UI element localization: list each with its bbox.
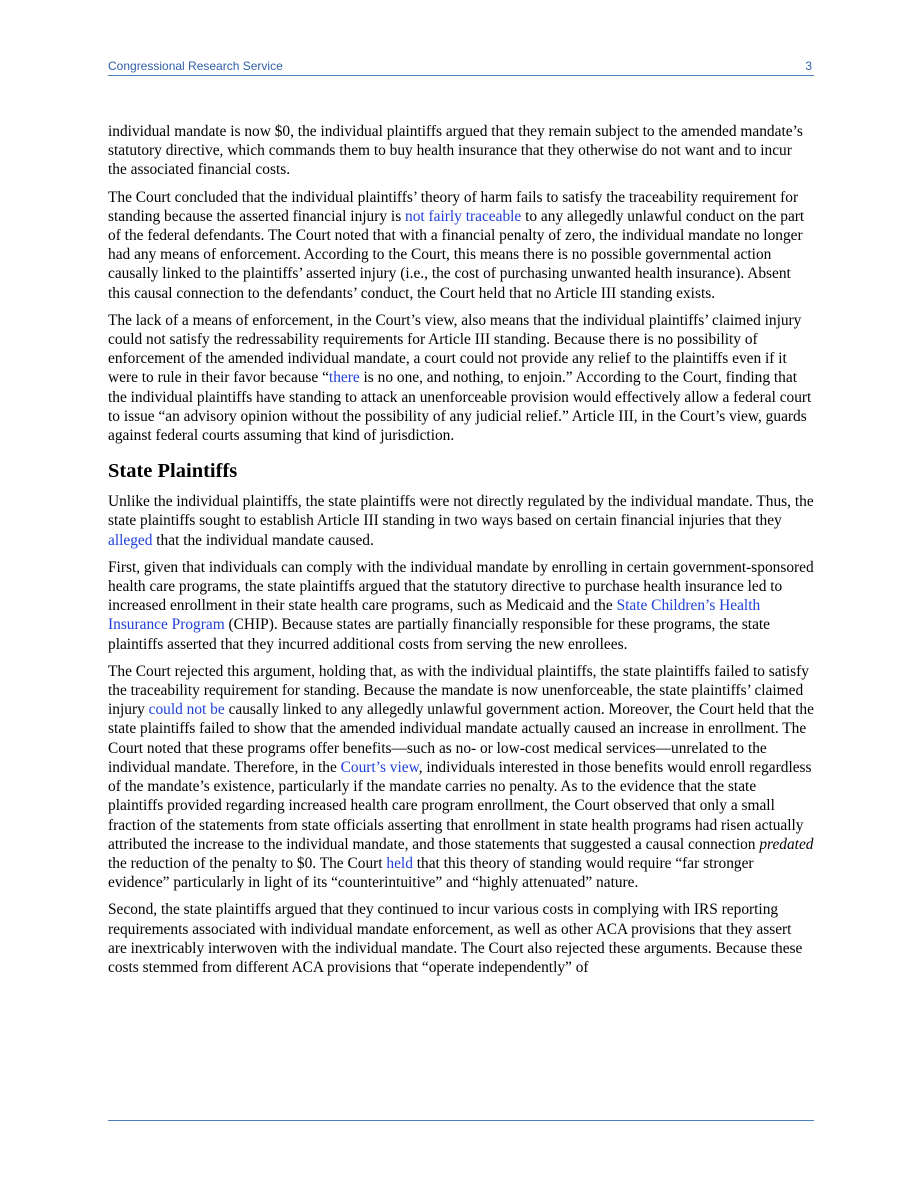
link-chip[interactable]: State Children’s Health Insurance Program bbox=[108, 597, 761, 634]
paragraph-6-text-e: that this theory of standing would require “far stronger evidence” particularly in light of its “counterintuitive” and “highly attenuated” nature. bbox=[108, 854, 754, 892]
paragraph-4-text-b: that the individual mandate caused. bbox=[152, 531, 374, 549]
page-header bbox=[108, 58, 814, 76]
link-courts-view[interactable]: Court’s view bbox=[340, 758, 419, 776]
paragraph-3-text-a: The lack of a means of enforcement, in the Court’s view, also means that the individual plaintiffs’ claimed injury could not satisfy the redressability requirements for Article III standing. Because there is no possibility of enforcement of the amended individual mandate, a court could not provide any relief to the plaintiffs even if it were to rule in their favor because “ bbox=[108, 311, 802, 387]
paragraph-1 bbox=[108, 122, 814, 180]
paragraph-4 bbox=[108, 492, 814, 550]
section-heading: State Plaintiffs bbox=[108, 460, 238, 483]
paragraph-7 bbox=[108, 900, 814, 977]
paragraph-2 bbox=[108, 188, 814, 303]
document-body bbox=[108, 122, 814, 985]
paragraph-6-text-d: the reduction of the penalty to $0. The Court bbox=[108, 854, 387, 872]
paragraph-5 bbox=[108, 558, 814, 654]
paragraph-7-text: Second, the state plaintiffs argued that they continued to incur various costs in complying with IRS reporting requirements associated with individual mandate enforcement, as well as other ACA provisions that they assert are inextricably interwoven with the individual mandate. The Court also rejected these arguments. Because these costs stemmed from different ACA provisions that “operate independently” of bbox=[108, 901, 803, 976]
paragraph-6-text-a: The Court rejected this argument, holding that, as with the individual plaintiffs, the state plaintiffs failed to satisfy the traceability requirement for standing. Because the mandate is now unenforceable, the state plaintiffs’ claimed injury bbox=[108, 662, 809, 719]
paragraph-3 bbox=[108, 311, 814, 445]
paragraph-6-text-c: , individuals interested in those benefits would enroll regardless of the mandate’s existence, particularly if the mandate carries no penalty. As to the evidence that the state plaintiffs provided regarding increased health care program enrollment, the Court observed that only a small fraction of the statements from state officials asserting that enrollment in state health programs had risen actually attributed the increase to the individual mandate, and those statements that suggested a causal connection bbox=[108, 758, 812, 853]
paragraph-4-text-a: Unlike the individual plaintiffs, the state plaintiffs were not directly regulated by the individual mandate. Thus, the state plaintiffs sought to establish Article III standing in two ways based on certain financial injuries that they bbox=[108, 493, 814, 530]
paragraph-3-text-b: is no one, and nothing, to enjoin.” According to the Court, finding that the individual plaintiffs have standing to attack an unenforceable provision would effectively allow a federal court to issue “an advisory opinion without the possibility of any judicial relief.” Article III, in the Court’s view, guards against federal courts assuming that kind of jurisdiction. bbox=[108, 369, 812, 445]
paragraph-5-text-a: First, given that individuals can comply with the individual mandate by enrolling in certain government-sponsored health care programs, the state plaintiffs argued that the statutory directive to purchase health insurance led to increased enrollment in their state health care programs, such as Medicaid and the bbox=[108, 558, 814, 615]
link-there[interactable]: there bbox=[328, 369, 360, 387]
paragraph-6 bbox=[108, 662, 814, 892]
paragraph-6-text-b: causally linked to any allegedly unlawful government action. Moreover, the Court held that the state plaintiffs failed to show that the amended individual mandate actually caused an increase in enrollment. The Court noted that these programs offer benefits—such as no- or low-cost medical services—unrelated to the individual mandate. Therefore, in the bbox=[108, 701, 814, 776]
link-could-not-be[interactable]: could not be bbox=[148, 701, 225, 719]
paragraph-2-text-a: The Court concluded that the individual plaintiffs’ theory of harm fails to satisfy the traceability requirement for standing because the asserted financial injury is bbox=[108, 188, 799, 225]
paragraph-1-text: individual mandate is now $0, the individual plaintiffs argued that they remain subject to the amended mandate’s statutory directive, which commands them to buy health insurance that they otherwise do not want and to incur the associated financial costs. bbox=[108, 123, 803, 179]
header-organization: Congressional Research Service bbox=[108, 59, 283, 73]
paragraph-2-text-b: to any allegedly unlawful conduct on the part of the federal defendants. The Court noted that with a financial penalty of zero, the individual mandate no longer had any means of enforcement. According to the Court, this means there is no possible governmental action causally linked to the plaintiffs’ asserted injury (i.e., the cost of purchasing unwanted health insurance). Absent this causal connection to the defendants’ conduct, the Court held that no Article III standing exists. bbox=[108, 207, 805, 302]
paragraph-5-text-b: (CHIP). Because states are partially financially responsible for these programs, the state plaintiffs asserted that they incurred additional costs from serving the new enrollees. bbox=[108, 616, 771, 653]
link-held[interactable]: held bbox=[386, 854, 413, 872]
link-not-fairly-traceable[interactable]: not fairly traceable bbox=[405, 207, 522, 225]
link-alleged[interactable]: alleged bbox=[108, 531, 153, 549]
footer-rule bbox=[108, 1120, 814, 1121]
page-number: 3 bbox=[805, 59, 812, 73]
paragraph-6-italic: predated bbox=[759, 835, 814, 853]
